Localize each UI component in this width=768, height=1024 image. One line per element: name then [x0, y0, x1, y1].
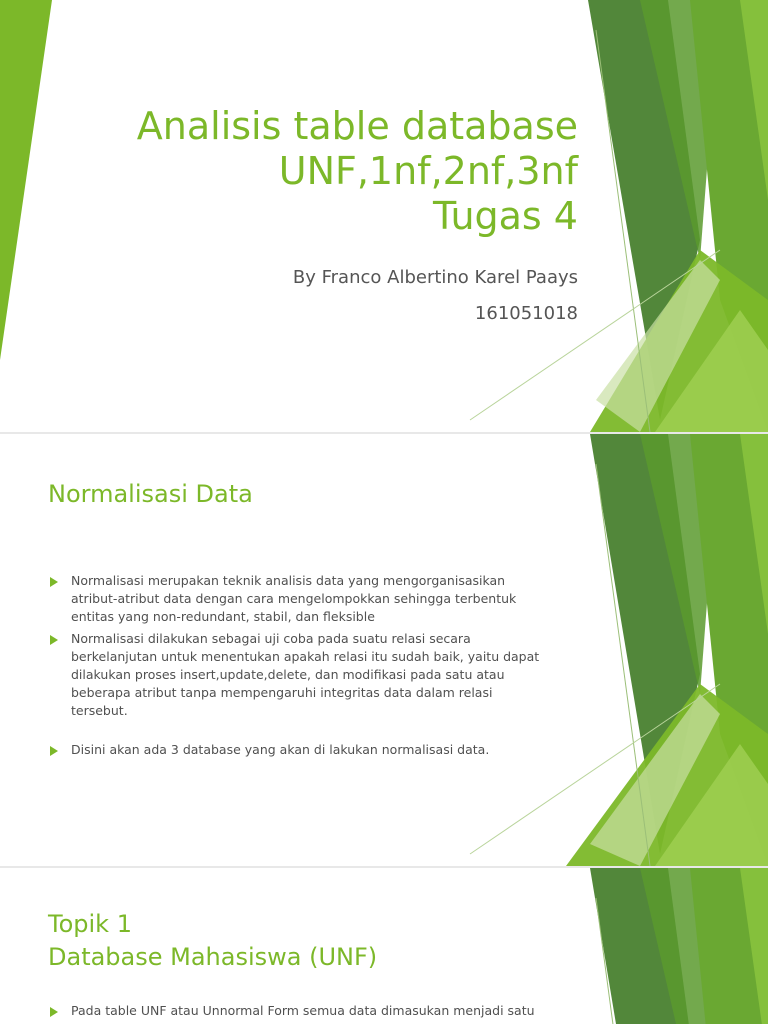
title-slide[interactable]	[0, 0, 768, 432]
bullet-list	[48, 1002, 548, 1020]
bullet-list	[48, 572, 548, 759]
bullet-arrow-icon	[50, 746, 58, 756]
list-item	[48, 741, 548, 759]
bullet-text: Normalisasi merupakan teknik analisis data yang mengorganisasikan atribut-atribut data dengan cara mengelompokkan sehingga terbentuk entitas yang non-redundant, stabil, dan fleksible	[71, 573, 517, 624]
bullet-arrow-icon	[50, 635, 58, 645]
slide-heading: Normalisasi Data	[48, 480, 253, 508]
bullet-text: Disini akan ada 3 database yang akan di lakukan normalisasi data.	[71, 742, 490, 757]
title-line: UNF,1nf,2nf,3nf	[278, 149, 578, 193]
slide-heading	[48, 908, 377, 974]
slide-subtitle	[293, 260, 578, 332]
slide-title	[137, 104, 578, 239]
bullet-arrow-icon	[50, 1007, 58, 1017]
title-line: Analisis table database	[136, 104, 578, 148]
heading-line: Topik 1	[48, 910, 132, 938]
list-item	[48, 572, 548, 626]
content-slide-topik1[interactable]	[0, 868, 768, 1024]
title-line: Tugas 4	[433, 194, 578, 238]
bullet-text: Pada table UNF atau Unnormal Form semua data dimasukan menjadi satu	[71, 1003, 535, 1018]
content-slide-normalisasi[interactable]	[0, 434, 768, 866]
list-item	[48, 630, 548, 720]
bullet-text: Normalisasi dilakukan sebagai uji coba pada suatu relasi secara berkelanjutan untuk menentukan apakah relasi itu sudah baik, yaitu dapat dilakukan proses insert,update,delete, dan modifikasi pada satu atau beberapa atribut tanpa mempengaruhi integritas data dalam relasi tersebut.	[71, 631, 540, 718]
bullet-arrow-icon	[50, 577, 58, 587]
student-id: 161051018	[474, 303, 578, 324]
heading-line: Database Mahasiswa (UNF)	[48, 943, 378, 971]
list-item	[48, 1002, 548, 1020]
author-name: By Franco Albertino Karel Paays	[292, 267, 578, 288]
